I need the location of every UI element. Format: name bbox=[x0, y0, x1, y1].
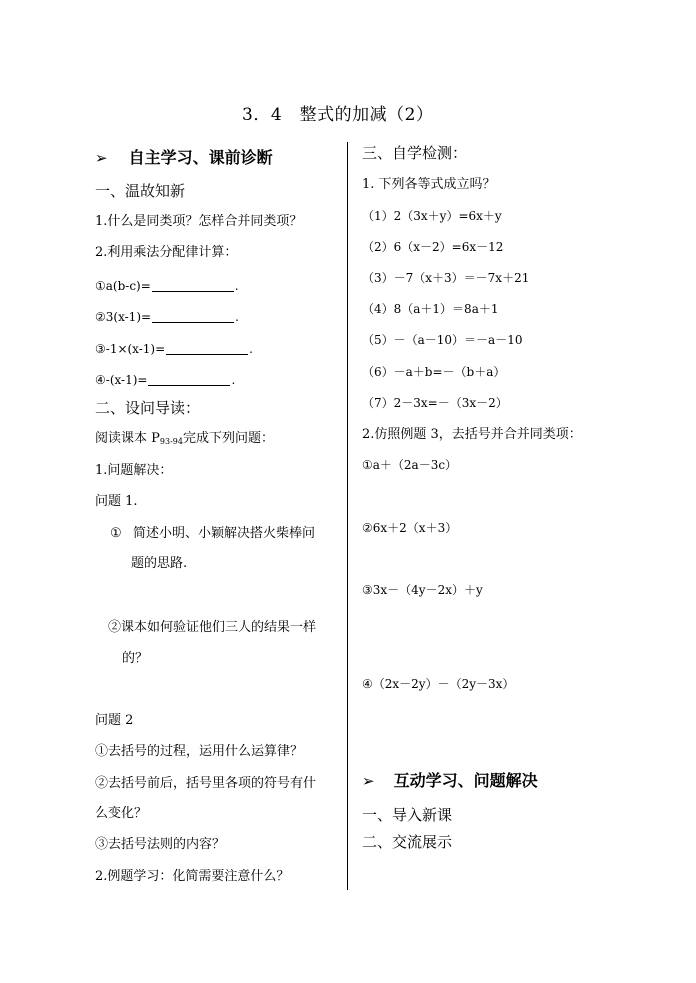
calc-item-4 bbox=[95, 372, 235, 386]
check-question-1: 1. 下列各等式成立吗？ bbox=[362, 177, 496, 192]
review-heading: 一、温故知新 bbox=[95, 182, 186, 200]
period: . bbox=[231, 373, 236, 387]
page-range: 93-94 bbox=[159, 437, 183, 446]
problem-1b-line1: ②课本如何验证他们三人的结果一样 bbox=[108, 620, 317, 635]
answer-blank[interactable] bbox=[148, 372, 230, 386]
check-heading: 三、自学检测： bbox=[362, 144, 468, 162]
answer-blank[interactable] bbox=[152, 309, 234, 323]
section-title: 互动学习、问题解决 bbox=[393, 771, 538, 790]
column-divider bbox=[347, 142, 348, 890]
problem-1-label: 问题 1. bbox=[95, 494, 138, 509]
problem-1a-line1: 简述小明、小颖解决搭火柴棒问 bbox=[133, 526, 316, 541]
page-title: 3．4 整式的加减（2） bbox=[242, 105, 434, 125]
problem-2c: ③去括号法则的内容？ bbox=[95, 837, 226, 852]
intro-heading: 一、导入新课 bbox=[362, 806, 453, 824]
solve-heading: 1.问题解决： bbox=[95, 463, 173, 478]
calc-expression: ①a(b-c)= bbox=[95, 279, 151, 293]
equation-6: （6）－a＋b=－（b＋a） bbox=[362, 365, 506, 379]
read-suffix: 完成下列问题： bbox=[182, 431, 274, 446]
question-2: 2.利用乘法分配律计算： bbox=[95, 245, 238, 260]
question-1: 1.什么是同类项？怎样合并同类项？ bbox=[95, 214, 303, 229]
exercise-4: ④（2x－2y）－（2y－3x） bbox=[362, 677, 515, 691]
arrow-bullet-icon: ➢ bbox=[362, 772, 375, 790]
problem-2b-line1: ②去括号前后，括号里各项的符号有什 bbox=[95, 776, 317, 791]
problem-2b-line2: 么变化？ bbox=[95, 806, 148, 821]
answer-blank[interactable] bbox=[166, 341, 248, 355]
problem-1b-line2: 的？ bbox=[122, 651, 149, 666]
equation-4: （4）8（a＋1）＝8a＋1 bbox=[362, 302, 499, 316]
period: . bbox=[234, 279, 239, 293]
equation-5: （5）－（a－10）＝－a－10 bbox=[362, 333, 523, 347]
arrow-bullet-icon: ➢ bbox=[95, 149, 108, 167]
equation-2: （2）6（x－2）=6x－12 bbox=[362, 240, 504, 254]
period: . bbox=[235, 310, 239, 324]
example-question: 2.例题学习：化简需要注意什么？ bbox=[95, 869, 290, 884]
reading-instruction bbox=[95, 432, 274, 446]
problem-1a-line2: 题的思路. bbox=[131, 556, 188, 571]
exercise-1: ①a＋（2a－3c） bbox=[362, 458, 458, 472]
problem-2-label: 问题 2 bbox=[95, 713, 134, 728]
equation-1: （1）2（3x＋y）=6x＋y bbox=[362, 209, 502, 223]
calc-expression: ②3(x-1)= bbox=[95, 310, 152, 324]
equation-7: （7）2－3x=－（3x－2） bbox=[362, 396, 508, 410]
check-question-2: 2.仿照例题 3，去括号并合并同类项： bbox=[362, 427, 582, 442]
exercise-3: ③3x－（4y－2x）＋y bbox=[362, 583, 483, 597]
calc-expression: ③-1×(x-1)= bbox=[95, 342, 166, 356]
calc-item-3 bbox=[95, 341, 253, 355]
problem-2a: ①去括号的过程，运用什么运算律？ bbox=[95, 744, 304, 759]
read-prefix: 阅读课本 P bbox=[95, 431, 160, 446]
problem-1a-number: ① bbox=[110, 526, 122, 541]
equation-3: （3）－7（x＋3）＝－7x＋21 bbox=[362, 271, 530, 285]
section-title: 自主学习、课前诊断 bbox=[128, 148, 273, 167]
calc-expression: ④-(x-1)= bbox=[95, 373, 148, 387]
guide-heading: 二、设问导读： bbox=[95, 399, 201, 417]
calc-item-1 bbox=[95, 278, 239, 292]
section-heading-self-study bbox=[95, 150, 273, 166]
calc-item-2 bbox=[95, 309, 239, 323]
share-heading: 二、交流展示 bbox=[362, 833, 453, 851]
section-heading-interactive bbox=[362, 773, 538, 789]
answer-blank[interactable] bbox=[152, 278, 234, 292]
period: . bbox=[249, 342, 253, 356]
exercise-2: ②6x＋2（x＋3） bbox=[362, 521, 458, 535]
